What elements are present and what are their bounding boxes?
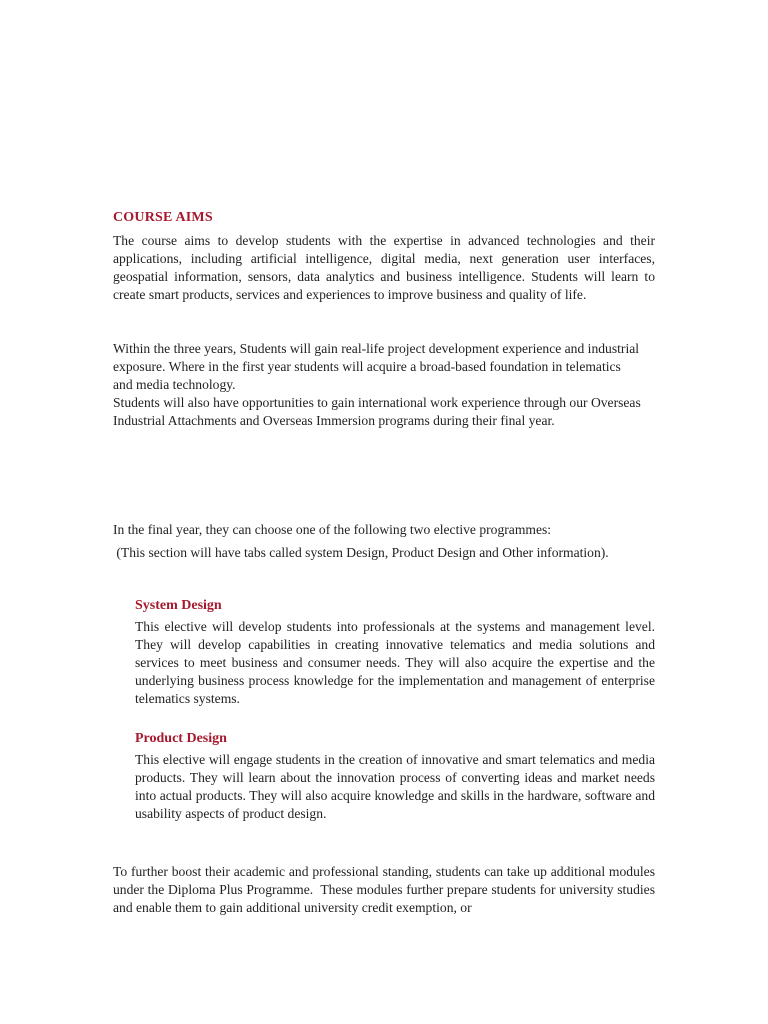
- system-design-title: System Design: [135, 598, 222, 613]
- electives-note: (This section will have tabs called system Design, Product Design and Other information).: [113, 545, 609, 560]
- course-aims-paragraph-1: The course aims to develop students with the expertise in advanced technologies and their applications, including artificial intelligence, digital media, next generation user interfaces, geospatial information, sensors, data analytics and business intelligence. Students will learn to create smart products, services and experiences to improve business and quality of life.: [113, 233, 655, 302]
- diploma-plus-paragraph: To further boost their academic and professional standing, students can take up additional modules under the Diploma Plus Programme. These modules further prepare students for university studies and enable them to gain additional university credit exemption, or: [113, 864, 659, 915]
- course-aims-heading: COURSE AIMS: [113, 210, 213, 225]
- product-design-body: This elective will engage students in the creation of innovative and smart telematics and media products. They will learn about the innovation process of converting ideas and market needs into actual products. They will also acquire knowledge and skills in the hardware, software and usability aspects of product design.: [135, 752, 655, 821]
- system-design-body: This elective will develop students into professionals at the systems and management level. They will develop capabilities in creating innovative telematics and media solutions and services to meet business and consumer needs. They will also acquire the expertise and the underlying business process knowledge for the implementation and management of enterprise telematics systems.: [135, 619, 655, 706]
- electives-intro: In the final year, they can choose one of the following two elective programmes:: [113, 522, 552, 537]
- product-design-title: Product Design: [135, 731, 227, 746]
- course-aims-paragraph-3: Students will also have opportunities to gain international work experience through our Overseas Industrial Attachments and Overseas Immersion programs during their final year.: [113, 395, 641, 428]
- course-aims-paragraph-2: Within the three years, Students will gain real-life project development experience and industrial exposure. Where in the first year students will acquire a broad-based foundation in telematics and media technology.: [113, 341, 640, 392]
